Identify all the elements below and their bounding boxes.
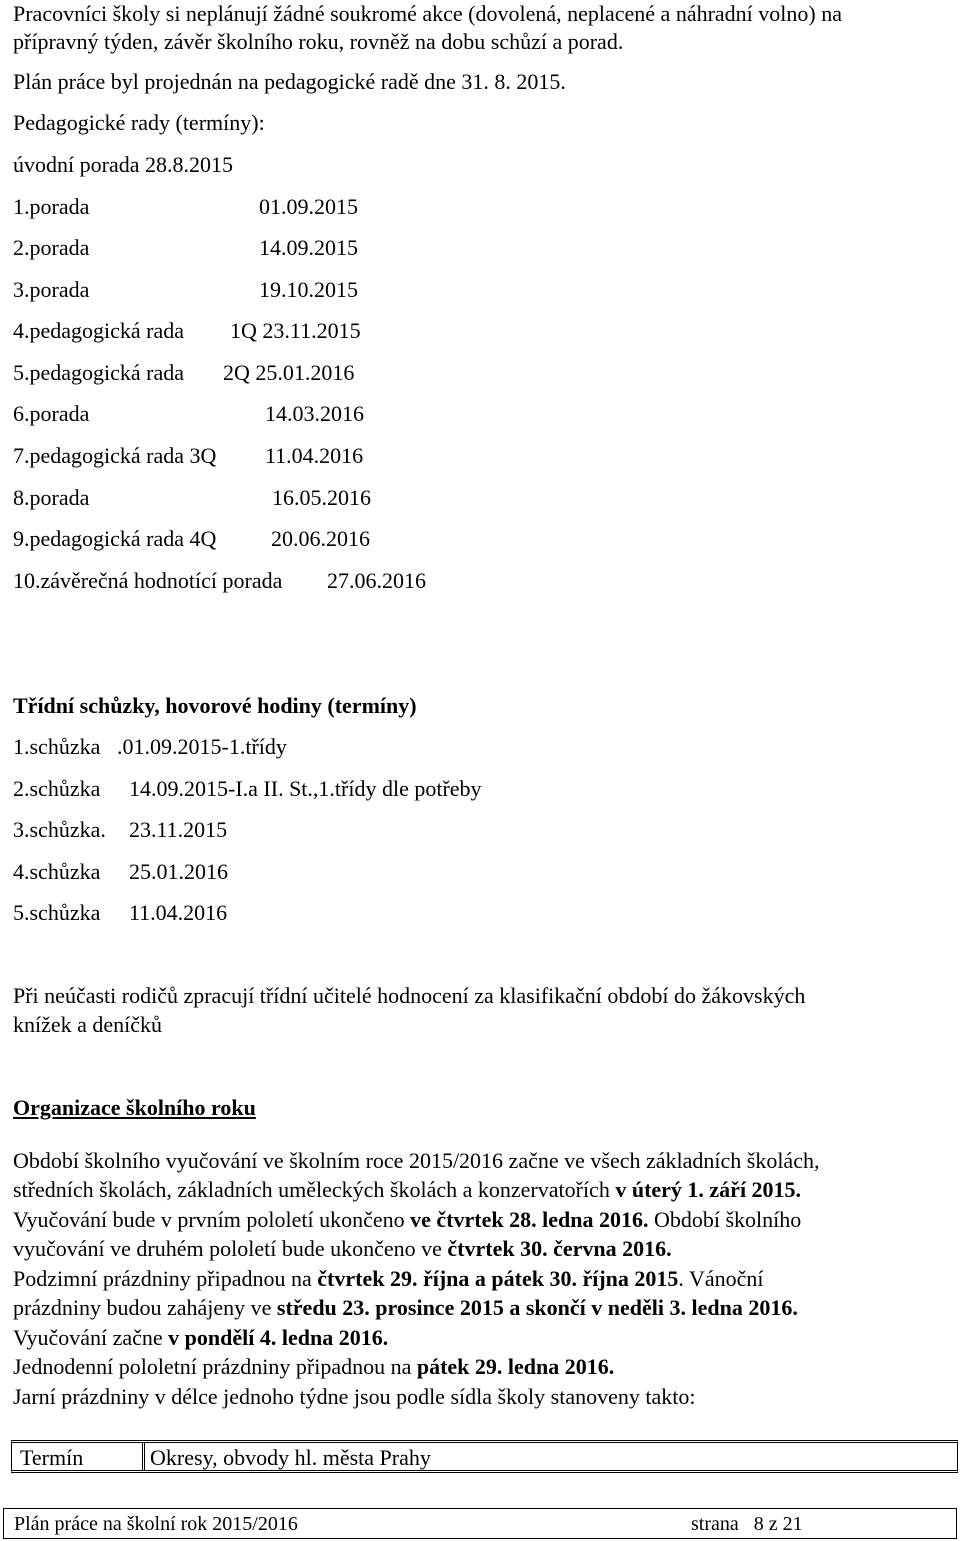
ped-rada-label-3: 3.porada [13, 277, 90, 302]
ped-rada-label-4: 4.pedagogická rada [13, 318, 185, 343]
organizace-p5-date: pátek 29. ledna 2016. [416, 1354, 615, 1379]
organizace-p2b-date: čtvrtek 30. června 2016. [447, 1236, 672, 1261]
organizace-p3-tail: . Vánoční [678, 1266, 764, 1291]
organizace-heading: Organizace školního roku [13, 1095, 256, 1120]
ped-rada-label-2: 2.porada [13, 235, 90, 260]
schuzka-label-1: 2.schůzka [13, 776, 101, 801]
ped-rada-label-9: 9.pedagogická rada 4Q [13, 526, 217, 551]
ped-rada-date-7: 11.04.2016 [265, 443, 364, 468]
ped-rada-date-5: 2Q 25.01.2016 [223, 360, 355, 385]
table-header-termin: Termín [20, 1445, 84, 1470]
organizace-p4-text: Vyučování začne [13, 1325, 169, 1350]
ped-rada-date-1: 01.09.2015 [259, 194, 358, 219]
ped-rada-label-8: 8.porada [13, 485, 90, 510]
organizace-p3-text: Podzimní prázdniny připadnou na [13, 1266, 318, 1291]
ped-rada-date-6: 14.03.2016 [265, 401, 364, 426]
intro-line-1: Pracovníci školy si neplánují žádné soukromé akce (dovolená, neplacené a náhradní volno) na [13, 1, 842, 26]
ped-rada-label-1: 1.porada [13, 194, 90, 219]
organizace-p1-date: v úterý 1. září 2015. [615, 1177, 802, 1202]
organizace-p1-line-2 [13, 1177, 801, 1203]
footer-title: Plán práce na školní rok 2015/2016 [14, 1513, 298, 1535]
organizace-p2-tail: Období školního [648, 1207, 802, 1232]
intro-line-3: Plán práce byl projednán na pedagogické radě dne 31. 8. 2015. [13, 69, 566, 94]
ped-rada-date-8: 16.05.2016 [272, 485, 371, 510]
schuzka-text-1: 14.09.2015-I.a II. St.,1.třídy dle potřeby [129, 776, 482, 801]
intro-line-2: přípravný týden, závěr školního roku, rovněž na dobu schůzí a porad. [13, 29, 624, 54]
ped-rada-label-10: 10.závěrečná hodnotící porada [13, 568, 283, 593]
ped-rada-date-10: 27.06.2016 [327, 568, 426, 593]
schuzka-label-0: 1.schůzka [13, 734, 101, 759]
ped-rada-date-4: 1Q 23.11.2015 [230, 318, 361, 343]
schuzky-heading: Třídní schůzky, hovorové hodiny (termíny) [13, 693, 417, 718]
organizace-p3-line-2 [13, 1295, 798, 1321]
page-footer [3, 1508, 957, 1539]
ped-rada-label-6: 6.porada [13, 401, 90, 426]
schuzky-note-line-2: knížek a deníčků [13, 1012, 163, 1037]
table-header-okresy: Okresy, obvody hl. města Prahy [150, 1445, 431, 1470]
schuzka-text-2: 23.11.2015 [129, 817, 228, 842]
schuzka-text-3: 25.01.2016 [129, 859, 228, 884]
ped-rada-label-5: 5.pedagogická rada [13, 360, 185, 385]
organizace-p2-date: ve čtvrtek 28. ledna 2016. [410, 1207, 649, 1232]
organizace-p2b-text: vyučování ve druhém pololetí bude ukončeno ve [13, 1236, 448, 1261]
footer-page-number: strana 8 z 21 [691, 1513, 803, 1535]
organizace-p6-line: Jarní prázdniny v délce jednoho týdne jsou podle sídla školy stanoveny takto: [13, 1384, 696, 1409]
organizace-p4-date: v pondělí 4. ledna 2016. [168, 1325, 389, 1350]
schuzka-text-0: .01.09.2015-1.třídy [117, 734, 287, 759]
organizace-p1-text: středních školách, základních uměleckých školách a konzervatořích [13, 1177, 616, 1202]
table-divider [142, 1443, 145, 1470]
schuzka-label-2: 3.schůzka. [13, 817, 106, 842]
organizace-p3b-text: prázdniny budou zahájeny ve [13, 1295, 277, 1320]
ped-rada-label-0: úvodní porada 28.8.2015 [13, 152, 233, 177]
organizace-p5-line [13, 1354, 614, 1380]
schuzky-note-line-1: Při neúčasti rodičů zpracují třídní učitelé hodnocení za klasifikační období do žákovských [13, 983, 806, 1008]
organizace-p1-line-1: Období školního vyučování ve školním roce 2015/2016 začne ve všech základních školách, [13, 1148, 820, 1173]
schuzka-label-4: 5.schůzka [13, 900, 101, 925]
ped-rada-date-2: 14.09.2015 [259, 235, 358, 260]
ped-rady-heading: Pedagogické rady (termíny): [13, 110, 265, 135]
ped-rada-date-3: 19.10.2015 [259, 277, 358, 302]
organizace-p5-text: Jednodenní pololetní prázdniny připadnou na [13, 1354, 417, 1379]
organizace-p2-line-2 [13, 1236, 672, 1262]
ped-rada-label-7: 7.pedagogická rada 3Q [13, 443, 217, 468]
schuzka-text-4: 11.04.2016 [129, 900, 228, 925]
ped-rada-date-9: 20.06.2016 [271, 526, 370, 551]
schuzka-label-3: 4.schůzka [13, 859, 101, 884]
organizace-p2-line-1 [13, 1207, 801, 1233]
organizace-p3-line-1 [13, 1266, 764, 1292]
organizace-p3b-date: středu 23. prosince 2015 a skončí v neděli 3. ledna 2016. [276, 1295, 798, 1320]
organizace-p4-line [13, 1325, 388, 1351]
prazdniny-table [11, 1440, 958, 1473]
organizace-p2-text: Vyučování bude v prvním pololetí ukončeno [13, 1207, 411, 1232]
organizace-p3-date: čtvrtek 29. října a pátek 30. října 2015 [317, 1266, 679, 1291]
